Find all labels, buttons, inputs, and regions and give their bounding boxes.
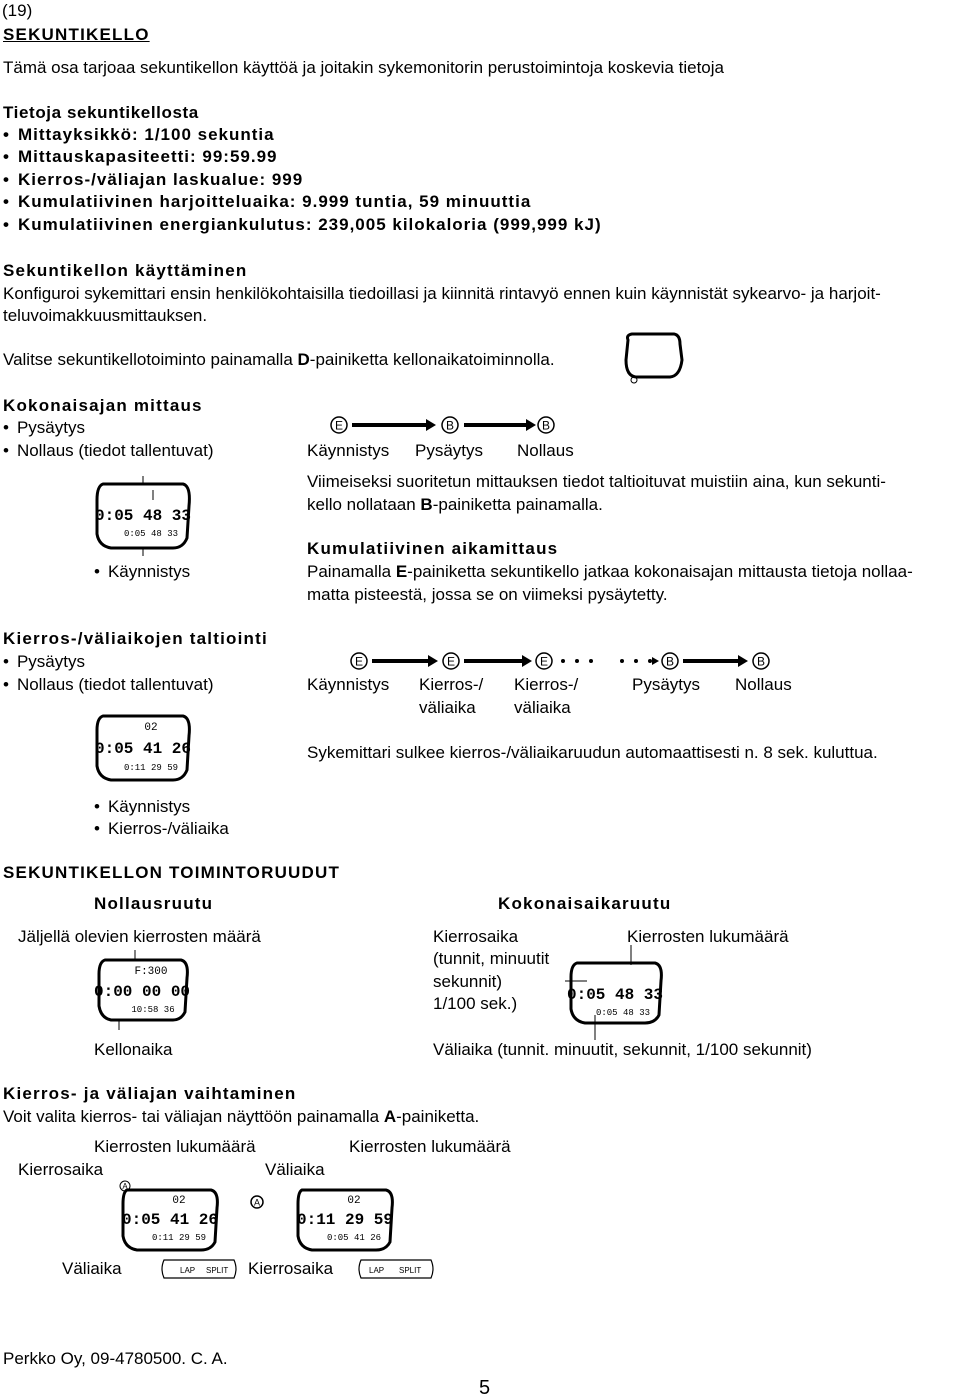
stopwatch-display [93,712,193,784]
watch-mode-icon [618,330,688,385]
a-button-arrow [245,1192,275,1212]
lcd-main: 0:05 48 33 [94,507,192,525]
e-key-icon: E [354,654,364,669]
total-bullet: • Nollaus (tiedot tallentuvat) [3,441,214,461]
stopwatch-display [93,476,193,556]
switch-label: Kierrosten lukumäärä [94,1137,256,1156]
seq-label: väliaika [514,698,571,717]
total-note: kello nollataan B-painiketta painamalla. [307,495,603,514]
page-number: 5 [479,1377,491,1399]
info-item: • Mittauskapasiteetti: 99:59.99 [3,147,278,167]
lcd-sub: 10:58 36 [131,1005,175,1015]
total-screen-title: Kokonaisaikaruutu [498,894,672,913]
lap-split-tag [355,1258,437,1280]
switch-text: Voit valita kierros- tai väliajan näyttöön painamalla A-painiketta. [3,1107,480,1126]
switch-label: Kierrosten lukumäärä [349,1137,511,1156]
total-label: Kierrosten lukumäärä [627,927,789,946]
cumulative-heading: Kumulatiivinen aikamittaus [307,539,559,558]
lcd-main: 0:11 29 59 [296,1211,394,1229]
page-ref: (19) [2,1,33,20]
total-label: 1/100 sek.) [433,994,518,1013]
usage-line: teluvoimakkuusmittauksen. [3,306,208,325]
total-note: Viimeiseksi suoritetun mittauksen tiedot taltioituvat muistiin aina, kun sekunti- [307,472,886,491]
lcd-sub: 0:11 29 59 [123,763,179,773]
reset-screen-title: Nollausruutu [94,894,214,913]
total-label: sekunnit) [433,972,502,991]
total-bullet: • Pysäytys [3,418,85,438]
cumulative-text: Painamalla E-painiketta sekuntikello jatkaa kokonaisajan mittausta tietoja nollaa- [307,562,913,581]
seq-label: Kierros-/ [419,675,484,694]
lcd-sub: 0:05 48 33 [123,529,179,539]
split-tag: SPLIT [206,1266,229,1275]
split-display [290,1178,405,1258]
e-key-icon: E [539,654,549,669]
reset-label: Jäljellä olevien kierrosten määrä [18,927,261,946]
switch-label: Väliaika [62,1259,122,1278]
lcd-main: 0:05 48 33 [566,986,664,1004]
lcd-main: 0:05 41 26 [121,1211,219,1229]
laps-bullet: • Kierros-/väliaika [94,819,229,839]
seq-label: väliaika [419,698,476,717]
b-key-icon: B [541,418,551,433]
switch-label: Kierrosaika [248,1259,334,1278]
lcd-top: 02 [347,1195,361,1207]
switch-label: Väliaika [265,1160,325,1179]
seq-label: Pysäytys [632,675,701,694]
total-bullet: • Käynnistys [94,562,190,582]
lcd-top: 02 [172,1195,186,1207]
laps-bullet: • Pysäytys [3,652,85,672]
e-key-icon: E [446,654,456,669]
a-key-icon: A [122,1182,128,1191]
seq-label: Pysäytys [415,441,484,460]
lap-display [115,1178,230,1258]
total-button-sequence [330,414,570,436]
seq-label: Kierros-/ [514,675,579,694]
total-label: Kierrosaika [433,927,519,946]
b-key-icon: B [665,654,675,669]
total-label: (tunnit, minuutit [433,949,550,968]
reset-screen-display [95,950,190,1030]
usage-line: Konfiguroi sykemittari ensin henkilökohtaisilla tiedoillasi ja kiinnitä rintavyö ennen kuin käynnistät sykearvo- ja harjoit- [3,284,881,303]
info-item: • Kumulatiivinen energiankulutus: 239,005 kilokaloria (999,999 kJ) [3,215,602,235]
lcd-main: 0:05 41 26 [94,740,192,758]
laps-bullet: • Nollaus (tiedot tallentuvat) [3,675,214,695]
b-key-icon: B [756,654,766,669]
lcd-sub: 0:05 48 33 [595,1008,651,1018]
footer-company: Perkko Oy, 09-4780500. C. A. [3,1349,228,1368]
page-title: SEKUNTIKELLO [3,25,150,44]
lap-tag: LAP [369,1266,385,1275]
total-screen-display [565,945,665,1040]
lap-split-tag [158,1258,240,1280]
split-tag: SPLIT [399,1266,422,1275]
seq-label: Käynnistys [307,675,390,694]
a-key-icon: A [253,1197,261,1208]
total-heading: Kokonaisajan mittaus [3,396,203,415]
reset-label: Kellonaika [94,1040,173,1059]
b-key-icon: B [445,418,455,433]
lap-tag: LAP [180,1266,196,1275]
seq-label: Nollaus [735,675,792,694]
lcd-top: 02 [144,722,158,734]
laps-bullet: • Käynnistys [94,797,190,817]
lcd-sub: 0:11 29 59 [151,1233,207,1243]
usage-heading: Sekuntikellon käyttäminen [3,261,248,280]
lcd-main: 0:00 00 00 [93,983,191,1001]
info-item: • Kierros-/väliajan laskualue: 999 [3,170,303,190]
screens-heading: SEKUNTIKELLON TOIMINTORUUDUT [3,863,341,882]
cumulative-text: matta pisteestä, jossa se on viimeksi pysäytetty. [307,585,668,604]
lcd-top: F:300 [134,966,168,978]
info-item: • Kumulatiivinen harjoitteluaika: 9.999 tuntia, 59 minuuttia [3,192,531,212]
switch-heading: Kierros- ja väliajan vaihtaminen [3,1084,297,1103]
lcd-sub: 0:05 41 26 [326,1233,382,1243]
laps-button-sequence [350,650,775,672]
laps-heading: Kierros-/väliaikojen taltiointi [3,629,268,648]
intro-text: Tämä osa tarjoaa sekuntikellon käyttöä ja joitakin sykemonitorin perustoimintoja koskevia tietoja [3,58,724,77]
info-heading: Tietoja sekuntikellosta [3,103,199,122]
info-item: • Mittayksikkö: 1/100 sekuntia [3,125,275,145]
e-key-icon: E [334,418,344,433]
switch-label: Kierrosaika [18,1160,104,1179]
select-instruction: Valitse sekuntikellotoiminto painamalla D-painiketta kellonaikatoiminnolla. [3,350,555,369]
laps-note: Sykemittari sulkee kierros-/väliaikaruudun automaattisesti n. 8 sek. kuluttua. [307,743,878,762]
seq-label: Nollaus [517,441,574,460]
seq-label: Käynnistys [307,441,390,460]
total-label: Väliaika (tunnit. minuutit, sekunnit, 1/100 sekunnit) [433,1040,812,1059]
